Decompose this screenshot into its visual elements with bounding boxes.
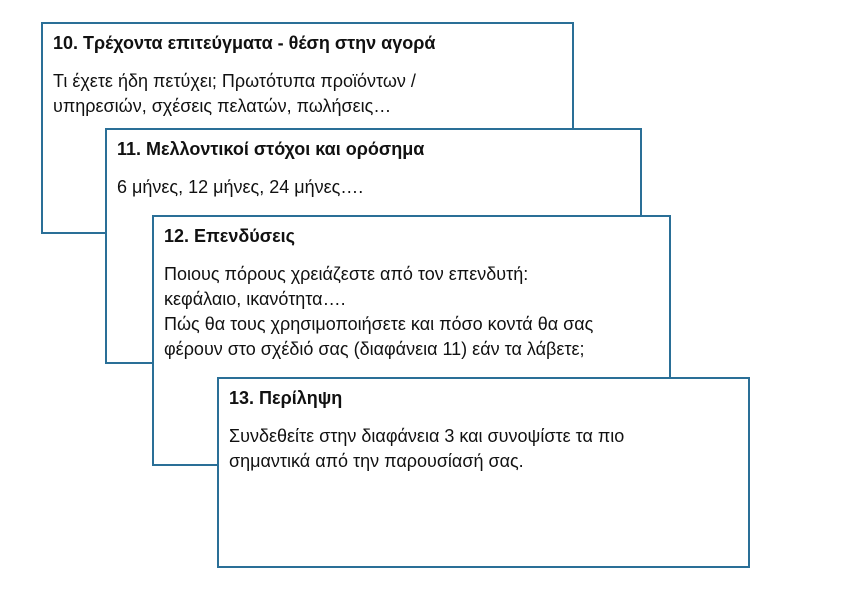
card-text-line: φέρουν στο σχέδιό σας (διαφάνεια 11) εάν τα λάβετε; [164,339,585,359]
slide-card-13 [217,377,750,568]
card-title: 11. Μελλοντικοί στόχοι και ορόσημα [117,139,425,159]
card-text-line: κεφάλαιο, ικανότητα…. [164,289,346,309]
card-text-line: 6 μήνες, 12 μήνες, 24 μήνες…. [117,177,364,197]
card-text-line: Συνδεθείτε στην διαφάνεια 3 και συνοψίστε τα πιο [229,426,625,446]
card-text-line: σημαντικά από την παρουσίασή σας. [229,451,524,471]
card-text-line: Ποιους πόρους χρειάζεστε από τον επενδυτή: [164,264,529,284]
card-title: 13. Περίληψη [229,388,343,408]
card-title: 12. Επενδύσεις [164,226,295,246]
card-text-line: Τι έχετε ήδη πετύχει; Πρωτότυπα προϊόντων / [53,71,416,91]
card-text-line: Πώς θα τους χρησιμοποιήσετε και πόσο κοντά θα σας [164,314,594,334]
card-title: 10. Τρέχοντα επιτεύγματα - θέση στην αγορά [53,33,436,53]
card-text-line: υπηρεσιών, σχέσεις πελατών, πωλήσεις… [53,96,392,116]
